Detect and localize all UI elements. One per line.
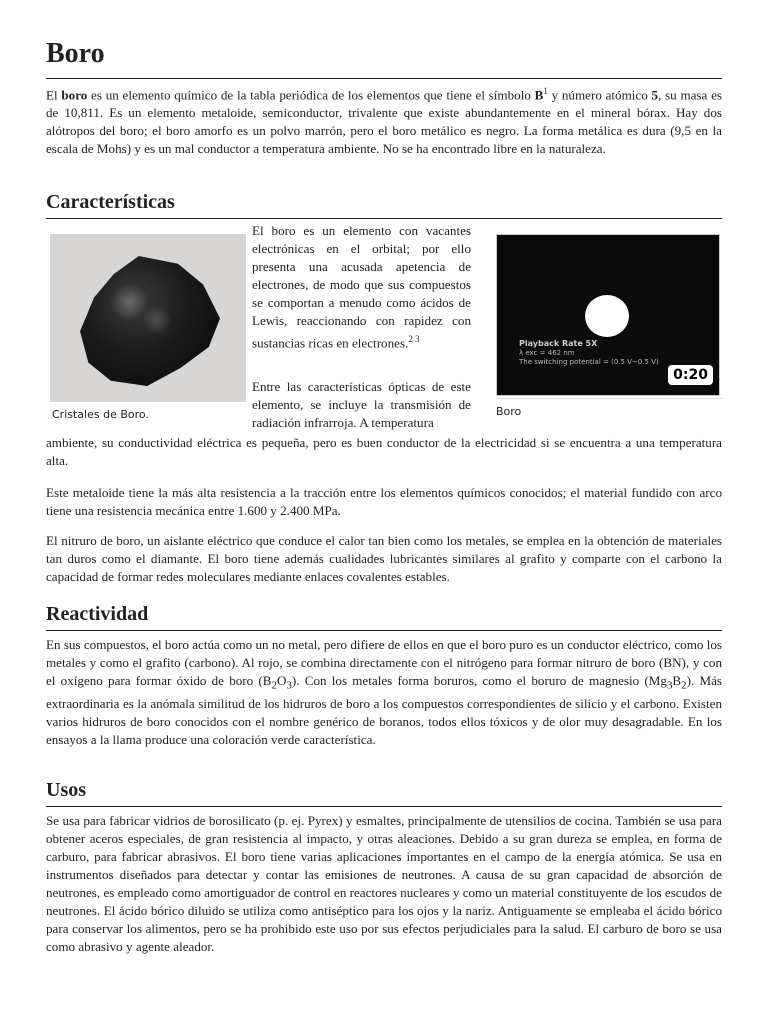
subscript: 3 [286,679,292,692]
boron-crystal-image[interactable] [50,234,246,402]
video-overlay-text [519,339,659,367]
rock-highlight [108,284,178,344]
intro-text-3: y número atómico [547,87,652,103]
intro-text-4: , su masa es de 10,811. Es un elemento metaloide, semiconductor, trivalente que existe abundantemente en el mineral bórax. Hay dos alótropos del boro; el boro amorfo es un polvo marrón, pero el boro metálico es negro. La forma metálica es dura (9,5 en la escala de Mohs) y es un mal conductor a temperatura ambiente. No se ha encontrado libre en la naturaleza. [46,87,722,157]
section-divider [46,630,722,631]
intro-text-1: El [46,87,62,103]
video-overlay-line3: The switching potential = (0.5 V~0.5 V) [519,358,659,366]
figure-caption: Cristales de Boro. [52,408,149,421]
paragraph-reactividad [46,636,722,749]
intro-text-2: es un elemento químico de la tabla periódica de los elementos que tiene el símbolo [87,87,535,103]
mid-paragraph-2-continued: ambiente, su conductividad eléctrica es pequeña, pero es buen conductor de la electricidad si se encuentra a una temperatura alta. [46,435,722,468]
paragraph-resistencia: Este metaloide tiene la más alta resistencia a la tracción entre los elementos químicos conocidos; el material fundido con arco tiene una resistencia mecánica entre 1.600 y 2.400 MPa. [46,485,722,518]
react-text-e: ). Más extraordinaria es la anómala similitud de los hidruros de boro a los compuestos correspondientes de silicio y el carbono. Existen varios hidruros de boro conocidos con el nombre genérico de boranos, todos ellos tóxicos y de olor muy desagradable. En los ensayos a la llama produce una coloración verde característica. [46,673,722,747]
title-divider [46,78,722,79]
mid-paragraph-1 [252,222,471,352]
video-caption: Boro [496,405,522,418]
paragraph-usos: Se usa para fabricar vidrios de borosilicato (p. ej. Pyrex) y esmaltes, principalmente de utensilios de cocina. También se usa para obtener aceros especiales, de gran resistencia al impacto, y otras aleaciones. Debido a su gran dureza se emplea, en forma de carburo, para fabricar abrasivos. El boro tiene varias aplicaciones importantes en el campo de la energía atómica. Se usa en instrumentos diseñados para detectar y contar las emisiones de neutrones. A causa de su gran capacidad de absorción de neutrones, es empleado como amortiguador de control en reactores nucleares y como un material constituyente de los escudos de neutrones. El ácido bórico diluido se utiliza como antiséptico para los ojos y la nariz. Antiguamente se empleaba el ácido bórico para conservar los alimentos, pero se ha prohibido este uso por sus efectos perjudiciales para la salud. El carburo de boro se usa como abrasivo y agente aleador. [46,813,722,954]
react-text-a: En sus compuestos, el boro actúa como un no metal, pero difiere de ellos en que el boro puro es un conductor eléctrico, como los metales y como el grafito (carbono). Al rojo, se combina directamente con el nitrógeno para formar nitruro de boro (BN), y con el oxígeno para formar óxido de boro (B [46,637,722,688]
section-divider [46,806,722,807]
video-overlay-line2: λ exc = 462 nm [519,349,575,357]
section-heading-caracteristicas: Características [46,191,175,213]
figure-crystals [50,234,246,421]
react-text-b: O [276,673,287,688]
paragraph-nitruro: El nitruro de boro, un aislante eléctrico que conduce el calor tan bien como los metales, se emplea en la obtención de materiales tan duros como el diamante. El boro tiene además cualidades lubricantes similares al grafito y comparte con el carbono la capacidad de formar redes moleculares mediante enlaces covalentes estables. [46,533,722,584]
intro-paragraph [46,82,722,158]
atomic-number: 5 [651,87,659,103]
subscript: 2 [681,679,687,692]
footnote-refs-2-3[interactable]: 2 3 [408,334,420,344]
video-caption-divider [496,398,722,399]
video-player[interactable] [496,234,720,396]
intro-bold-term: boro [61,87,88,103]
video-bright-spot [585,295,629,337]
footnote-ref-1[interactable]: 1 [543,86,548,96]
subscript: 3 [666,679,673,692]
video-overlay-title: Playback Rate 5X [519,339,598,348]
section-heading-usos: Usos [46,779,87,801]
section-heading-reactividad: Reactividad [46,603,149,625]
element-symbol: B [534,87,544,103]
mid-text-1: El boro es un elemento con vacantes electrónicas en el orbital; por ello presenta una acusada apetencia de electrones, de modo que sus compuestos se comportan a menudo como ácidos de Lewis, reaccionando con rapidez con sustancias ricas en electrones. [252,223,471,351]
react-text-c: ). Con los metales forma boruros, como el boruro de magnesio (Mg [291,673,667,688]
video-figure [496,234,722,418]
react-text-d: B [672,673,682,688]
subscript: 2 [271,679,277,692]
video-duration-badge[interactable]: 0:20 [668,365,713,385]
section-divider [46,218,722,219]
mid-paragraph-2: Entre las características ópticas de este elemento, se incluye la transmisión de radiación infrarroja. A temperatura [252,379,471,430]
page-title: Boro [46,38,105,69]
